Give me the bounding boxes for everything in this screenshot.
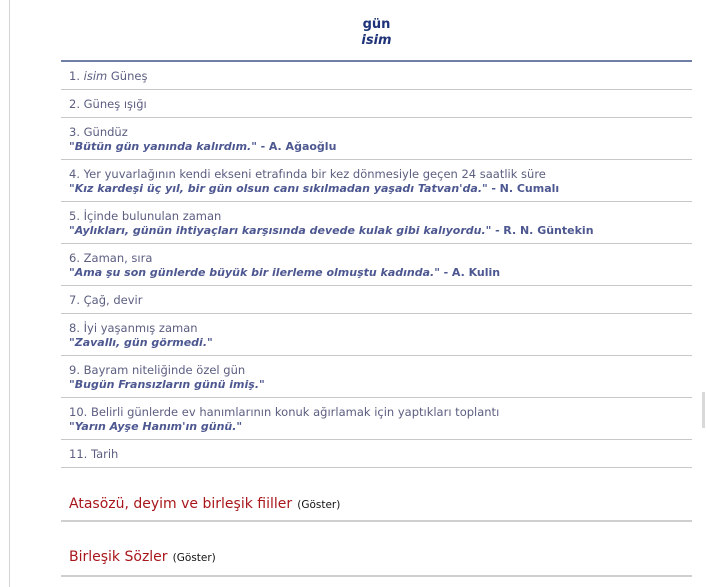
example-author: N. Cumalı <box>499 182 560 195</box>
example-separator: - <box>491 182 496 195</box>
example-separator: - <box>260 140 266 153</box>
sense-number: 2. <box>69 97 80 111</box>
sense-text: Zaman, sıra <box>83 251 153 265</box>
sense-number: 4. <box>69 167 80 181</box>
sense-number: 3. <box>69 125 80 139</box>
sense-item <box>61 314 692 356</box>
left-border <box>9 0 10 587</box>
sense-example: "Yarın Ayşe Hanım'ın günü." <box>69 420 243 433</box>
sense-number: 6. <box>69 251 80 265</box>
example-separator: - <box>443 266 449 279</box>
sense-text: Güneş ışığı <box>83 97 147 111</box>
sense-number: 11. <box>69 447 88 461</box>
sense-example: "Bugün Fransızların günü imiş." <box>69 378 265 391</box>
sense-list <box>61 62 692 468</box>
sense-item <box>61 90 692 118</box>
sense-item <box>61 356 692 398</box>
section-idioms-toggle[interactable]: (Göster) <box>297 499 341 511</box>
sense-text: İçinde bulunulan zaman <box>83 209 222 223</box>
sense-number: 5. <box>69 209 80 223</box>
sense-item <box>61 398 692 440</box>
section-compounds-toggle[interactable]: (Göster) <box>172 552 216 564</box>
example-author: A. Kulin <box>451 266 501 279</box>
sense-example: "Aylıkları, günün ihtiyaçları karşısında devede kulak gibi kalıyordu." <box>69 224 492 237</box>
sense-example: "Kız kardeşi üç yıl, bir gün olsun canı sıkılmadan yaşadı Tatvan'da." <box>69 182 488 195</box>
section-compounds-title: Birleşik Sözler <box>69 549 168 565</box>
example-separator: - <box>495 224 500 237</box>
sense-example: "Bütün gün yanında kalırdım." <box>69 140 257 153</box>
sense-item <box>61 286 692 314</box>
sense-text: Çağ, devir <box>83 293 143 307</box>
sense-part-of-speech: isim <box>83 69 108 83</box>
example-author: R. N. Güntekin <box>503 224 594 237</box>
sense-number: 10. <box>69 405 88 419</box>
section-compounds <box>61 522 692 577</box>
sense-number: 7. <box>69 293 80 307</box>
sense-text: Yer yuvarlağının kendi ekseni etrafında bir kez dönmesiyle geçen 24 saatlik süre <box>83 167 546 181</box>
sense-text: Tarih <box>90 447 119 461</box>
sense-item <box>61 244 692 286</box>
sense-number: 8. <box>69 321 80 335</box>
sense-item <box>61 160 692 202</box>
example-author: A. Ağaoğlu <box>268 140 337 153</box>
sense-text: Güneş <box>110 69 148 83</box>
section-idioms <box>61 468 692 522</box>
sense-number: 9. <box>69 363 80 377</box>
entry-header <box>61 0 692 62</box>
sense-item <box>61 202 692 244</box>
section-idioms-title: Atasözü, deyim ve birleşik fiiller <box>69 496 293 512</box>
sense-item <box>61 118 692 160</box>
entry-headword: gün <box>362 17 391 32</box>
dictionary-entry <box>61 0 692 577</box>
scrollbar-edge[interactable] <box>702 392 705 428</box>
sense-number: 1. <box>69 69 80 83</box>
sense-text: Bayram niteliğinde özel gün <box>83 363 246 377</box>
entry-part-of-speech: isim <box>361 33 392 48</box>
sense-text: Gündüz <box>83 125 128 139</box>
sense-text: İyi yaşanmış zaman <box>83 321 198 335</box>
sense-item <box>61 440 692 468</box>
sense-item <box>61 62 692 90</box>
sense-text: Belirli günlerde ev hanımlarının konuk ağırlamak için yaptıkları toplantı <box>90 405 500 419</box>
sense-example: "Zavallı, gün görmedi." <box>69 336 213 349</box>
sense-example: "Ama şu son günlerde büyük bir ilerleme olmuştu kadında." <box>69 266 440 279</box>
